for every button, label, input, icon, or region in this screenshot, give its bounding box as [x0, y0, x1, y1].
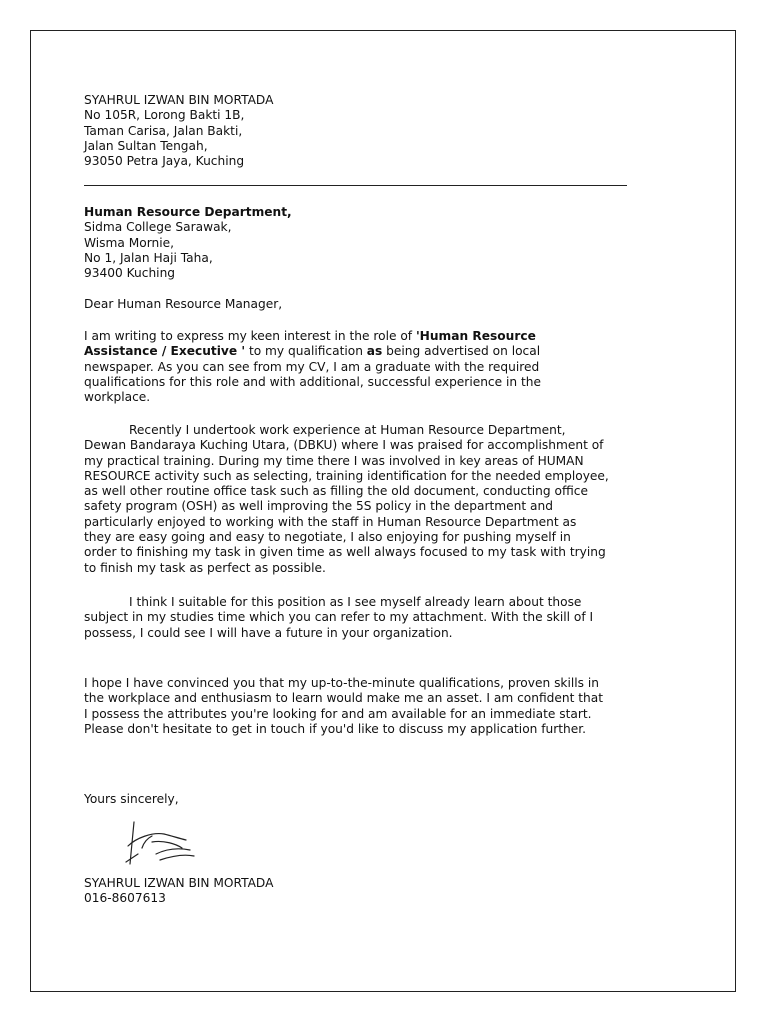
paragraph-line: possess, I could see I will have a future in your organization. [84, 625, 453, 640]
recipient-address-block [84, 205, 630, 281]
paragraph-line: they are easy going and easy to negotiate, I also enjoying for pushing myself in [84, 530, 571, 545]
sender-address-line: 93050 Petra Jaya, Kuching [84, 154, 245, 169]
paragraph-line: Dewan Bandaraya Kuching Utara, (DBKU) where I was praised for accomplishment of [84, 438, 604, 453]
paragraph-line: safety program (OSH) as well improving the 5S policy in the department and [84, 499, 553, 514]
sender-address-line: Jalan Sultan Tengah, [84, 138, 208, 153]
signoff-block [84, 876, 630, 907]
text-run: I am writing to express my keen interest in the role of [84, 329, 416, 343]
paragraph-line [84, 344, 630, 359]
salutation [84, 297, 630, 312]
text-run-bold: Assistance / Executive ' [84, 344, 246, 359]
paragraph-line: Please don't hesitate to get in touch if you'd like to discuss my application further. [84, 721, 587, 736]
paragraph-line: RESOURCE activity such as selecting, training identification for the needed employee, [84, 468, 609, 483]
sender-address-block [84, 93, 630, 169]
paragraph-line: my practical training. During my time there I was involved in key areas of HUMAN [84, 453, 584, 468]
salutation-text: Dear Human Resource Manager, [84, 297, 283, 311]
text-run-bold: 'Human Resource [415, 329, 536, 343]
paragraph-line: order to finishing my task in given time as well always focused to my task with trying [84, 545, 606, 560]
recipient-department: Human Resource Department, [84, 205, 292, 219]
signature-image [112, 818, 202, 870]
paragraph-line: Recently I undertook work experience at Human Resource Department, [129, 423, 566, 437]
paragraph-line: subject in my studies time which you can refer to my attachment. With the skill of I [84, 610, 594, 625]
text-run: to my qualification [245, 344, 367, 359]
text-run-bold: as [366, 344, 383, 359]
paragraph-1 [84, 329, 630, 405]
paragraph-3 [84, 595, 630, 641]
paragraph-line: the workplace and enthusiasm to learn would make me an asset. I am confident that [84, 691, 604, 706]
closing-text: Yours sincerely, [84, 792, 179, 806]
paragraph-line: qualifications for this role and with additional, successful experience in the [84, 374, 541, 389]
signoff-name: SYAHRUL IZWAN BIN MORTADA [84, 876, 274, 890]
recipient-address-line: No 1, Jalan Haji Taha, [84, 250, 213, 265]
signoff-phone: 016-8607613 [84, 891, 166, 906]
header-divider [84, 185, 627, 186]
paragraph-line: newspaper. As you can see from my CV, I am a graduate with the required [84, 359, 540, 374]
signature-stroke [126, 822, 194, 864]
sender-address-line: No 105R, Lorong Bakti 1B, [84, 108, 245, 123]
paragraph-line: to finish my task as perfect as possible. [84, 560, 326, 575]
paragraph-line: I possess the attributes you're looking for and am available for an immediate start. [84, 706, 592, 721]
sender-address-line: Taman Carisa, Jalan Bakti, [84, 123, 243, 138]
closing [84, 792, 630, 807]
recipient-address-line: Wisma Mornie, [84, 235, 174, 250]
paragraph-2 [84, 423, 630, 576]
paragraph-line: I hope I have convinced you that my up-to-the-minute qualifications, proven skills in [84, 676, 599, 690]
text-run: being advertised on local [382, 344, 541, 359]
recipient-address-line: 93400 Kuching [84, 266, 176, 281]
paragraph-line [84, 329, 630, 344]
paragraph-4 [84, 676, 630, 737]
paragraph-line: as well other routine office task such as filling the old document, conducting office [84, 484, 588, 499]
paragraph-line: workplace. [84, 390, 151, 405]
paragraph-line: particularly enjoyed to working with the staff in Human Resource Department as [84, 514, 577, 529]
paragraph-line: I think I suitable for this position as I see myself already learn about those [129, 595, 582, 609]
sender-name: SYAHRUL IZWAN BIN MORTADA [84, 93, 274, 107]
recipient-address-line: Sidma College Sarawak, [84, 220, 232, 235]
